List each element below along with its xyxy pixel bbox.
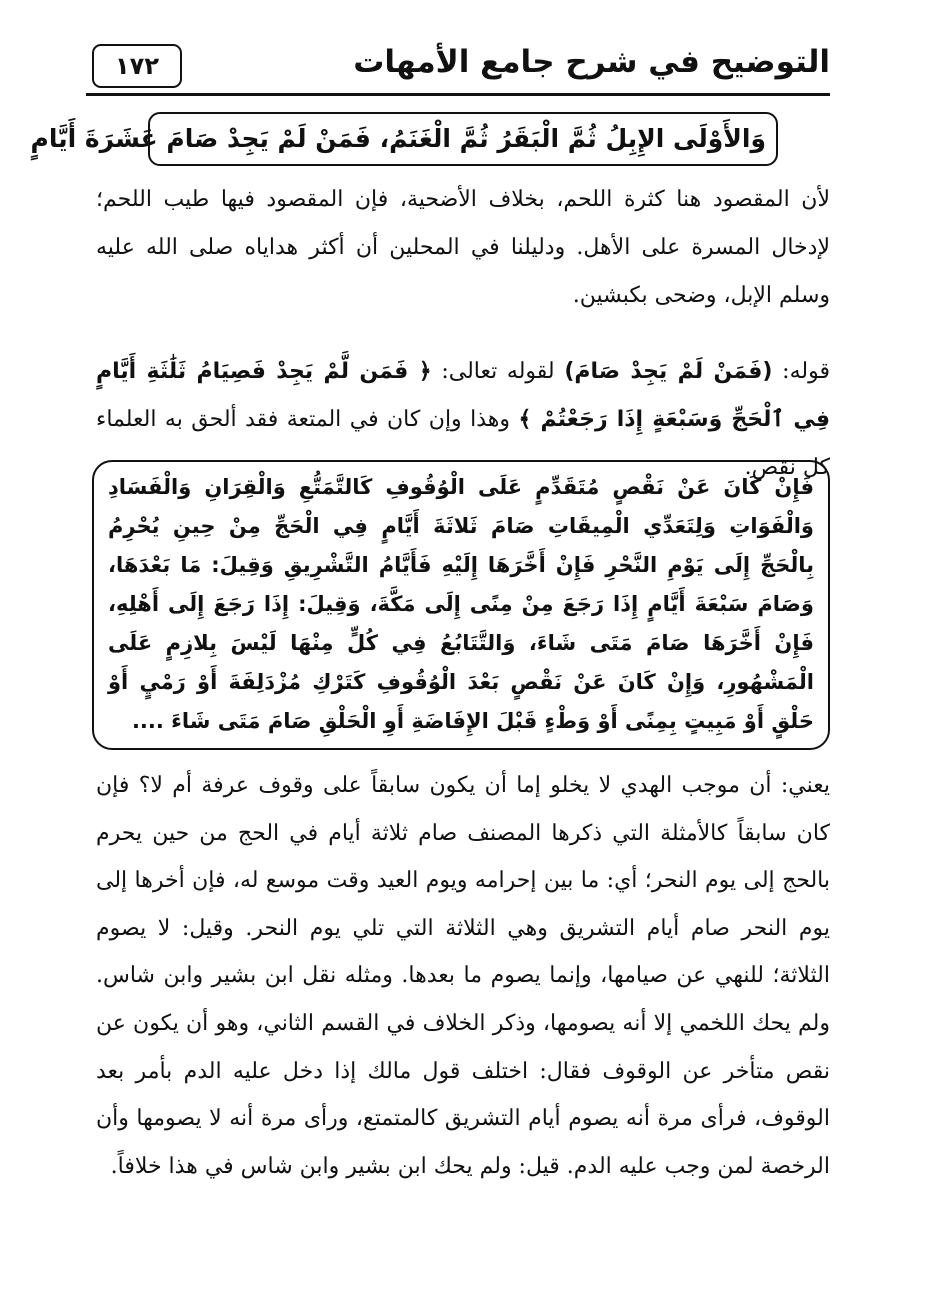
matn-text-box: فَإِنْ كَانَ عَنْ نَقْصٍ مُتَقَدِّمٍ عَلَى الْوُقُوفِ كَالتَّمَتُّعِ وَالْقِرَانِ وَالْفَسَادِ وَالْفَوَاتِ وَلِتَعَدِّي الْمِيقَاتِ صَامَ ثَلاثَةَ أَيَّامٍ فِي الْحَجِّ مِنْ حِينِ يُحْرِمُ بِالْحَجِّ إِلَى يَوْمِ النَّحْرِ فَإِنْ أَخَّرَهَا إِلَيْهِ فَأَيَّامُ التَّشْرِيقِ وَقِيلَ: مَا بَعْدَهَا، وَصَامَ سَبْعَةَ أَيَّامٍ إِذَا رَجَعَ مِنْ مِنًى إِلَى مَكَّةَ، وَقِيلَ: إِذَا رَجَعَ إِلَى أَهْلِهِ، فَإِنْ أَخَّرَهَا صَامَ مَتَى شَاءَ، وَالتَّتَابُعُ فِي كُلٍّ مِنْهَا لَيْسَ بِلازِمٍ عَلَى الْمَشْهُورِ، وَإِنْ كَانَ عَنْ نَقْصٍ بَعْدَ الْوُقُوفِ كَتَرْكِ مُزْدَلِفَةَ أَوْ رَمْيٍ أَوْ حَلْقٍ أَوْ مَبِيتٍ بِمِنًى أَوْ وَطْءٍ قَبْلَ الإِفَاضَةِ أَوِ الْحَلْقِ صَامَ مَتَى شَاءَ .... bbox=[92, 460, 830, 750]
book-title: التوضيح في شرح جامع الأمهات bbox=[353, 44, 830, 80]
header-divider bbox=[86, 93, 830, 96]
commentary-paragraph-3: يعني: أن موجب الهدي لا يخلو إما أن يكون سابقاً على وقوف عرفة أم لا؟ فإن كان سابقاً كالأمثلة التي ذكرها المصنف صام ثلاثة أيام في الحج من حين يحرم بالحج إلى يوم النحر؛ أي: ما بين إحرامه ويوم العيد وقت موسع له، فإن أخرها إلى يوم النحر صام أيام التشريق وهي الثلاثة التي تلي يوم النحر. وقيل: لا يصوم الثلاثة؛ للنهي عن صيامها، وإنما يصوم ما بعدها. ومثله نقل ابن بشير وابن شاس. ولم يحك اللخمي إلا أنه يصومها، وذكر الخلاف في القسم الثاني، وهو أن يكون عن نقص متأخر عن الوقوف فقال: اختلف قول مالك إذا دخل عليه الدم بأمر بعد الوقوف، فرأى مرة أنه يصوم أيام التشريق كالمتمتع، ورأى مرة أنه لا يصومها وأن الرخصة لمن وجب عليه الدم. قيل: ولم يحك ابن بشير وابن شاس في هذا خلافاً. bbox=[96, 773, 830, 1179]
quran-verse: ﴿ فَمَن لَّمْ يَجِدْ فَصِيَامُ ثَلَٰثَةِ أَيَّامٍ فِي ٱلْحَجِّ وَسَبْعَةٍ إِذَا رَجَعْتُمْ ﴾ bbox=[96, 359, 830, 432]
page-number-badge: ١٧٢ bbox=[92, 44, 182, 88]
matn-heading-box: وَالأَوْلَى الإِبِلُ ثُمَّ الْبَقَرُ ثُمَّ الْغَنَمُ، فَمَنْ لَمْ يَجِدْ صَامَ عَشَرَةَ أَيَّامٍ bbox=[148, 112, 778, 166]
para2-tail: وهذا وإن كان في المتعة فقد ألحق به العلماء كل نقص. bbox=[96, 407, 830, 480]
matn-quote: (فَمَنْ لَمْ يَجِدْ صَامَ) bbox=[564, 359, 773, 384]
para2-mid: لقوله تعالى: bbox=[431, 359, 565, 384]
para2-lead: قوله: bbox=[772, 359, 830, 384]
commentary-paragraph-1: لأن المقصود هنا كثرة اللحم، بخلاف الأضحية، فإن المقصود فيها طيب اللحم؛ لإدخال المسرة على الأهل. ودليلنا في المحلين أن أكثر هداياه صلى الله عليه وسلم الإبل، وضحى بكبشين. bbox=[96, 187, 830, 308]
page-header bbox=[86, 36, 830, 94]
